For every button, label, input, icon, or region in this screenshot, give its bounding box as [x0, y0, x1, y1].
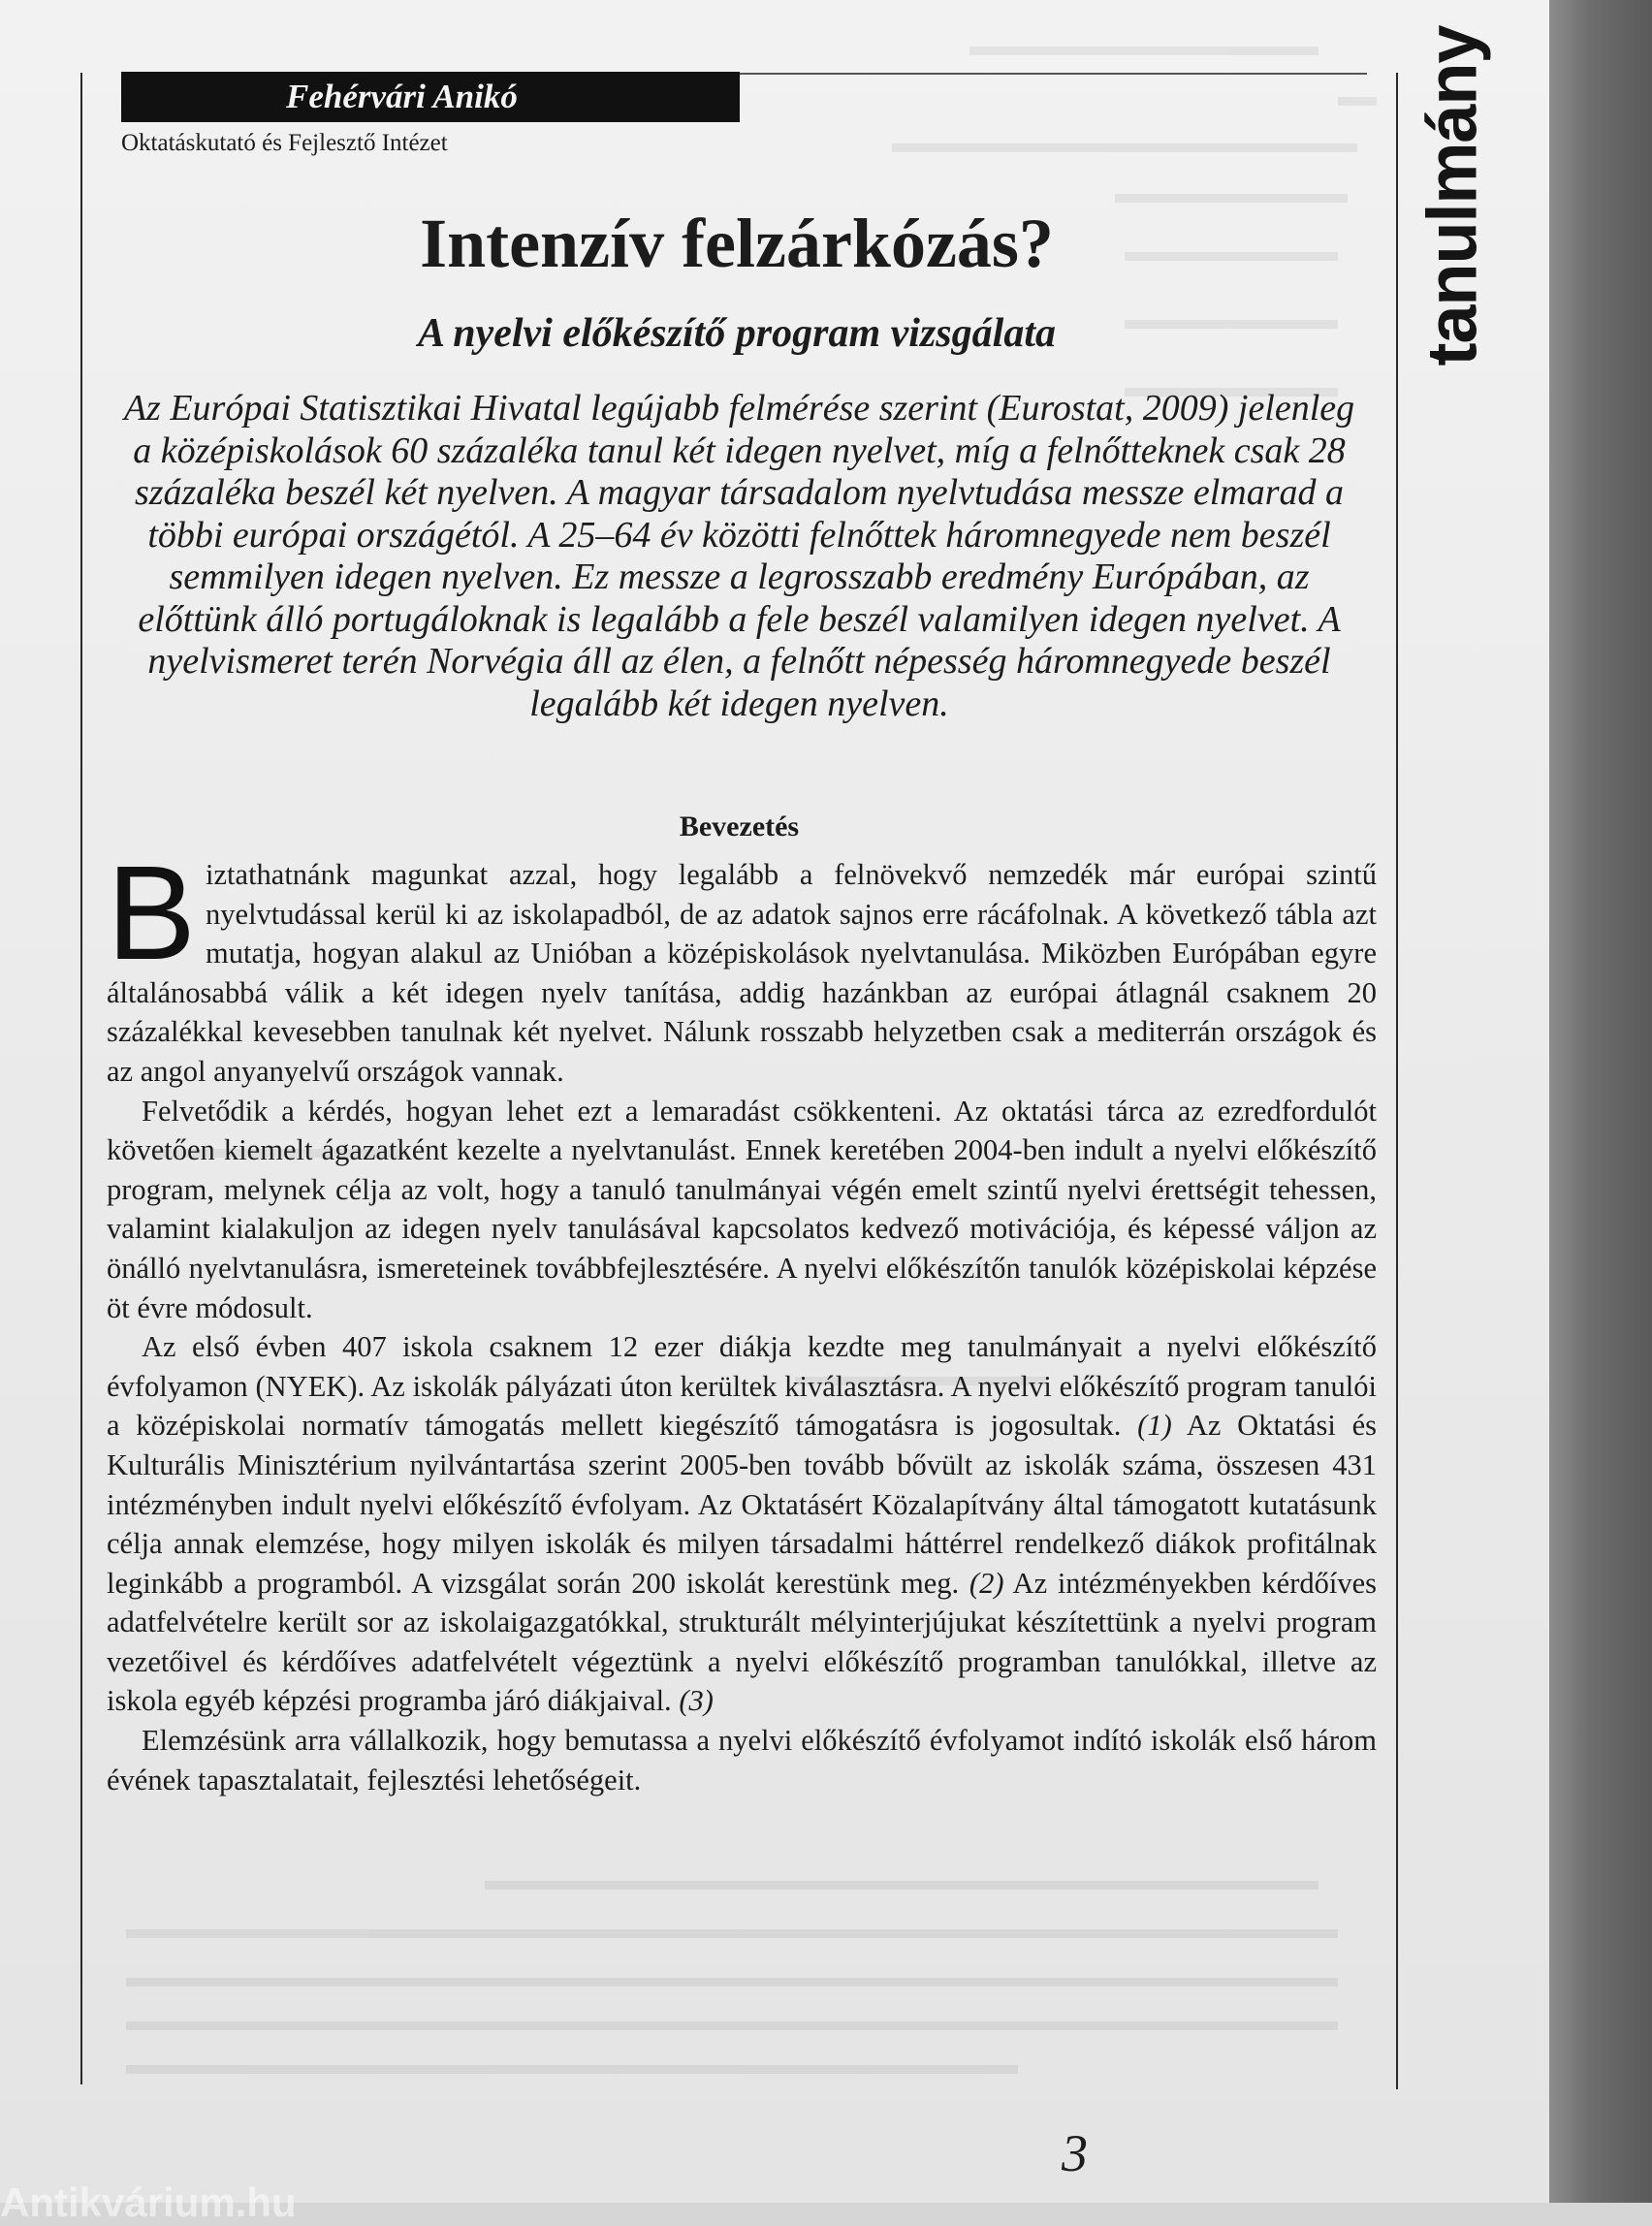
paragraph-2: Felvetődik a kérdés, hogyan lehet ezt a lemaradást csökkenteni. Az oktatási tárca az ezredfordulót követően kiemelt ágazatként kezelte a nyelvtanulást. Ennek keretében 2004-ben indult a nyelvi előkészítő program, melynek célja az volt, hogy a tanuló tanulmányai végén emelt szintű nyelvi érettségit tehessen, valamint kialakuljon az idegen nyelv tanulásával kapcsolatos kedvező motivációja, és képessé váljon az önálló nyelvtanulásra, ismereteinek továbbfejlesztésére. A nyelvi előkészítőn tanulók középiskolai képzése öt évre módosult. [107, 1094, 1377, 1324]
paragraph-3-part-a: Az első évben 407 iskola csaknem 12 ezer diákja kezdte meg tanulmányait a nyelvi előkészítő évfolyamon (NYEK). Az iskolák pályázati úton kerültek kiválasztásra. A nyelvi előkészítő program tanulói a középiskolai normatív támogatás mellett kiegészítő támogatásra is jogosultak. [107, 1330, 1377, 1443]
author-bar [121, 72, 740, 122]
footnote-ref-3: (3) [679, 1684, 714, 1718]
right-margin-rule [1396, 73, 1398, 2089]
section-label-text: tanulmány [1414, 25, 1493, 366]
adjacent-page-edge [1549, 0, 1652, 2203]
paragraph-3-part-b: Az Oktatási és Kulturális Minisztérium nyilvántartása szerint 2005-ben tovább bővült az iskolák száma, összesen 431 intézményben indult nyelvi előkészítő évfolyam. Az Oktatásért Közalapítvány által támogatott kutatásunk célja annak elemzése, hogy milyen iskolák és milyen társadalmi háttérrel rendelkező diákok profitálnak leginkább a programból. A vizsgálat során 200 iskolát kerestünk meg. [107, 1409, 1378, 1600]
footnote-ref-2: (2) [969, 1566, 1004, 1600]
section-heading: Bevezetés [679, 811, 800, 843]
author-name: Fehérvári Anikó [286, 78, 518, 115]
drop-cap: B [107, 839, 197, 988]
paragraph-3-part-c: Az intézményekben kérdőíves adatfelvételre került sor az iskolaigazgatókkal, strukturált mélyinterjújukat készítettünk a nyelvi program vezetőivel és kérdőíves adatfelvételt végeztünk a nyelvi előkészítő programban tanulókkal, illetve az iskola egyéb képzési programba járó diákjaival. [107, 1566, 1377, 1718]
article-subtitle: A nyelvi előkészítő program vizsgálata [418, 311, 1056, 356]
top-rule [737, 73, 1367, 75]
section-label [1390, 25, 1516, 366]
footnote-ref-1: (1) [1137, 1409, 1172, 1443]
page-number: 3 [1062, 2124, 1088, 2182]
left-margin-rule [80, 73, 82, 2084]
paragraph-4: Elemzésünk arra vállalkozik, hogy bemutassa a nyelvi előkészítő évfolyamot indító iskolák első három évének tapasztalatait, fejlesztési lehetőségeit. [107, 1724, 1377, 1797]
article-title: Intenzív felzárkózás? [420, 205, 1054, 282]
paragraph-1-text: iztathatnánk magunkat azzal, hogy legalább a felnövekvő nemzedék már európai szintű nyelvtudással kerül ki az iskolapadból, de az adatok sajnos erre rácáfolnak. A következő tábla azt mutatja, hogyan alakul az Unióban a középiskolások nyelvtanulása. Miközben Európában egyre általánosabbá válik a két idegen nyelv tanítása, addig hazánkban az európai átlagnál csaknem 20 százalékkal kevesebben tanulnak két nyelvet. Nálunk rosszabb helyzetben csak a mediterrán országok és az angol anyanyelvű országok vannak. [107, 858, 1377, 1088]
paragraph-1 [107, 839, 1377, 1092]
article-lead: Az Európai Statisztikai Hivatal legújabb felmérése szerint (Eurostat, 2009) jelenleg a középiskolások 60 százaléka tanul két idegen nyelvet, míg a felnőtteknek csak 28 százaléka beszél két nyelven. A magyar társadalom nyelvtudása messze elmarad a többi európai országétól. A 25–64 év közötti felnőttek háromnegyede nem beszél semmilyen idegen nyelven. Ez messze a legrosszabb eredmény Európában, az előttünk álló portugáloknak is legalább a fele beszél valamilyen idegen nyelvet. A nyelvismeret terén Norvégia áll az élen, a felnőtt népesség háromnegyede beszél legalább két idegen nyelven. [123, 388, 1355, 724]
watermark: Antikvárium.hu [0, 2179, 297, 2225]
paragraph-3 [107, 1327, 1377, 1721]
author-institute: Oktatáskutató és Fejlesztő Intézet [121, 130, 448, 156]
article-body [107, 839, 1378, 1799]
